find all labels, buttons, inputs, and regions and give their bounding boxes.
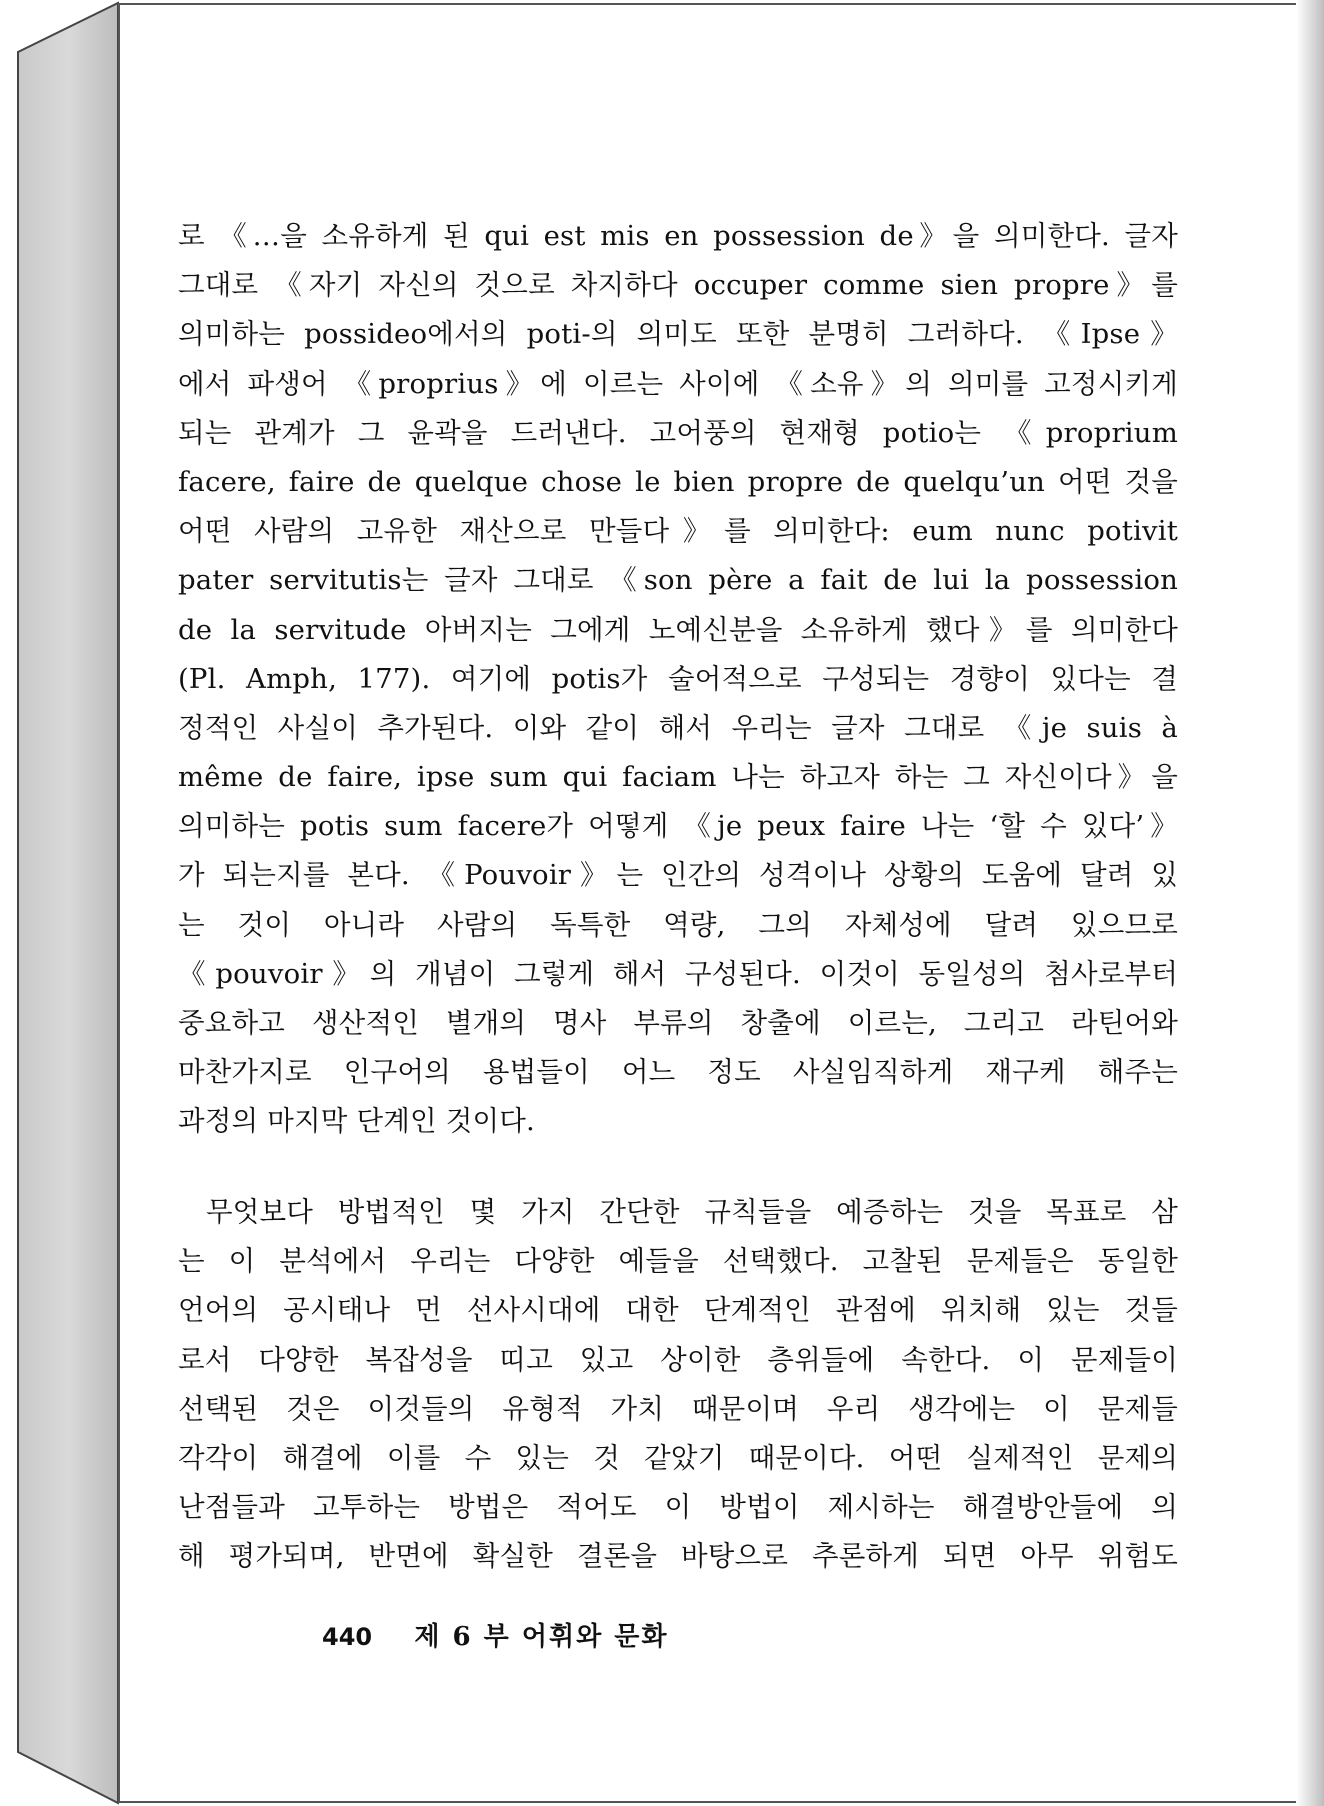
page-edge-shadow	[1296, 0, 1324, 1806]
text-line: 《pouvoir》의 개념이 그렇게 해서 구성된다. 이것이 동일성의 첨사로부터	[178, 957, 1178, 990]
page-footer	[322, 1617, 669, 1657]
text-line: 되는 관계가 그 윤곽을 드러낸다. 고어풍의 현재형 potio는 《proprium	[178, 416, 1178, 449]
page-number: 440	[322, 1623, 373, 1651]
text-line: (Pl. Amph, 177). 여기에 potis가 술어적으로 구성되는 경향이 있다는 결	[178, 662, 1178, 695]
text-line: 마찬가지로 인구어의 용법들이 어느 정도 사실임직하게 재구케 해주는	[178, 1056, 1178, 1089]
text-line: 각각이 해결에 이를 수 있는 것 같았기 때문이다. 어떤 실제적인 문제의	[178, 1441, 1178, 1474]
text-line: 난점들과 고투하는 방법은 적어도 이 방법이 제시하는 해결방안들에 의	[178, 1491, 1178, 1524]
text-line: 는 것이 아니라 사람의 독특한 역량, 그의 자체성에 달려 있으므로	[178, 908, 1178, 941]
text-line: 는 이 분석에서 우리는 다양한 예들을 선택했다. 고찰된 문제들은 동일한	[178, 1245, 1178, 1278]
text-line: de la servitude 아버지는 그에게 노예신분을 소유하게 했다》를 의미한다	[178, 613, 1178, 646]
text-line: 선택된 것은 이것들의 유형적 가치 때문이며 우리 생각에는 이 문제들	[178, 1392, 1178, 1425]
paragraph-2	[178, 1188, 1178, 1582]
text-line: 무엇보다 방법적인 몇 가지 간단한 규칙들을 예증하는 것을 목표로 삼	[206, 1196, 1178, 1228]
text-line: 의미하는 possideo에서의 poti-의 의미도 또한 분명히 그러하다. 《Ipse》	[178, 318, 1178, 351]
text-line: 과정의 마지막 단계인 것이다.	[178, 1105, 535, 1138]
paragraph-1	[178, 212, 1178, 1147]
text-line: 로서 다양한 복잡성을 띠고 있고 상이한 층위들에 속한다. 이 문제들이	[178, 1343, 1178, 1376]
text-line: pater servitutis는 글자 그대로 《son père a fait de lui la possession	[178, 564, 1178, 597]
text-line: 언어의 공시태나 먼 선사시대에 대한 단계적인 관점에 위치해 있는 것들	[178, 1294, 1178, 1327]
text-line: facere, faire de quelque chose le bien propre de quelqu’un 어떤 것을	[178, 465, 1178, 498]
text-line: même de faire, ipse sum qui faciam 나는 하고자 하는 그 자신이다》을	[178, 761, 1178, 794]
text-line: 그대로 《자기 자신의 것으로 차지하다 occuper comme sien propre》를	[178, 269, 1178, 302]
part-title: 제 6 부 어휘와 문화	[414, 1622, 669, 1652]
text-line: 정적인 사실이 추가된다. 이와 같이 해서 우리는 글자 그대로 《je suis à	[178, 711, 1178, 744]
text-line: 해 평가되며, 반면에 확실한 결론을 바탕으로 추론하게 되면 아무 위험도	[178, 1540, 1178, 1573]
text-line: 의미하는 potis sum facere가 어떻게 《je peux faire 나는 ‘할 수 있다’》	[178, 810, 1178, 843]
text-line: 어떤 사람의 고유한 재산으로 만들다》를 의미한다: eum nunc potivit	[178, 515, 1178, 548]
text-line: 로 《…을 소유하게 된 qui est mis en possession de》을 의미한다. 글자	[178, 220, 1178, 252]
text-line: 중요하고 생산적인 별개의 명사 부류의 창출에 이르는, 그리고 라틴어와	[178, 1007, 1178, 1039]
text-line: 가 되는지를 본다. 《Pouvoir》는 인간의 성격이나 상황의 도움에 달려 있	[178, 859, 1178, 892]
text-line: 에서 파생어 《proprius》에 이르는 사이에 《소유》의 의미를 고정시키게	[178, 367, 1178, 400]
